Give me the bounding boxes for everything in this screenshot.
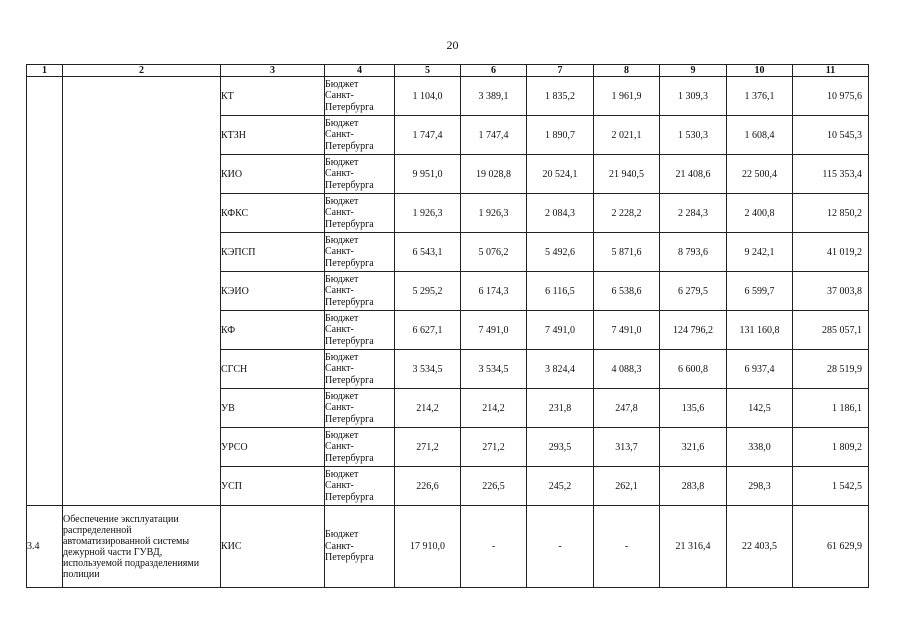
value-cell: 271,2 bbox=[395, 428, 461, 467]
funding-source-cell: Бюджет Санкт- Петербурга bbox=[325, 467, 395, 506]
total-cell: 1 809,2 bbox=[793, 428, 869, 467]
organization-cell: КЭПСП bbox=[221, 233, 325, 272]
item-description-cell bbox=[63, 77, 221, 506]
value-cell: 245,2 bbox=[527, 467, 594, 506]
value-cell: 6 116,5 bbox=[527, 272, 594, 311]
value-cell: 1 926,3 bbox=[395, 194, 461, 233]
funding-source-cell: Бюджет Санкт- Петербурга bbox=[325, 77, 395, 116]
funding-source-cell: Бюджет Санкт- Петербурга bbox=[325, 311, 395, 350]
value-cell: 17 910,0 bbox=[395, 506, 461, 588]
value-cell: 20 524,1 bbox=[527, 155, 594, 194]
column-header: 3 bbox=[221, 65, 325, 77]
value-cell: 6 543,1 bbox=[395, 233, 461, 272]
value-cell: 1 530,3 bbox=[660, 116, 727, 155]
value-cell: 124 796,2 bbox=[660, 311, 727, 350]
value-cell: 135,6 bbox=[660, 389, 727, 428]
value-cell: 2 400,8 bbox=[727, 194, 793, 233]
funding-source-cell: Бюджет Санкт- Петербурга bbox=[325, 506, 395, 588]
organization-cell: КИС bbox=[221, 506, 325, 588]
value-cell: 22 500,4 bbox=[727, 155, 793, 194]
value-cell: 21 940,5 bbox=[594, 155, 660, 194]
funding-source-cell: Бюджет Санкт- Петербурга bbox=[325, 233, 395, 272]
total-cell: 10 975,6 bbox=[793, 77, 869, 116]
value-cell: 4 088,3 bbox=[594, 350, 660, 389]
value-cell: 283,8 bbox=[660, 467, 727, 506]
value-cell: 6 937,4 bbox=[727, 350, 793, 389]
value-cell: 1 835,2 bbox=[527, 77, 594, 116]
value-cell: 1 608,4 bbox=[727, 116, 793, 155]
organization-cell: КФКС bbox=[221, 194, 325, 233]
header-row bbox=[27, 65, 869, 77]
value-cell: 2 228,2 bbox=[594, 194, 660, 233]
funding-source-cell: Бюджет Санкт- Петербурга bbox=[325, 428, 395, 467]
value-cell: 214,2 bbox=[395, 389, 461, 428]
value-cell: 271,2 bbox=[461, 428, 527, 467]
value-cell: 22 403,5 bbox=[727, 506, 793, 588]
value-cell: 19 028,8 bbox=[461, 155, 527, 194]
total-cell: 10 545,3 bbox=[793, 116, 869, 155]
value-cell: 1 926,3 bbox=[461, 194, 527, 233]
value-cell: 6 174,3 bbox=[461, 272, 527, 311]
organization-cell: УРСО bbox=[221, 428, 325, 467]
value-cell: 6 538,6 bbox=[594, 272, 660, 311]
value-cell: 1 376,1 bbox=[727, 77, 793, 116]
value-cell: 21 408,6 bbox=[660, 155, 727, 194]
value-cell: 3 824,4 bbox=[527, 350, 594, 389]
funding-source-cell: Бюджет Санкт- Петербурга bbox=[325, 272, 395, 311]
value-cell: 7 491,0 bbox=[527, 311, 594, 350]
column-header: 4 bbox=[325, 65, 395, 77]
value-cell: 3 389,1 bbox=[461, 77, 527, 116]
value-cell: 231,8 bbox=[527, 389, 594, 428]
organization-cell: УВ bbox=[221, 389, 325, 428]
value-cell: 226,6 bbox=[395, 467, 461, 506]
value-cell: 7 491,0 bbox=[461, 311, 527, 350]
column-header: 1 bbox=[27, 65, 63, 77]
value-cell: 262,1 bbox=[594, 467, 660, 506]
value-cell: 9 242,1 bbox=[727, 233, 793, 272]
item-description-cell: Обеспечение эксплуатации распределенной автоматизированной системы дежурной части ГУВД, используемой подразделениями полиции bbox=[63, 506, 221, 588]
value-cell: - bbox=[461, 506, 527, 588]
organization-cell: КЭИО bbox=[221, 272, 325, 311]
column-header: 5 bbox=[395, 65, 461, 77]
column-header: 6 bbox=[461, 65, 527, 77]
value-cell: 5 295,2 bbox=[395, 272, 461, 311]
value-cell: 226,5 bbox=[461, 467, 527, 506]
total-cell: 12 850,2 bbox=[793, 194, 869, 233]
item-number-cell: 3.4 bbox=[27, 506, 63, 588]
total-cell: 37 003,8 bbox=[793, 272, 869, 311]
value-cell: 214,2 bbox=[461, 389, 527, 428]
organization-cell: КИО bbox=[221, 155, 325, 194]
funding-source-cell: Бюджет Санкт- Петербурга bbox=[325, 389, 395, 428]
item-number-cell bbox=[27, 77, 63, 506]
value-cell: 21 316,4 bbox=[660, 506, 727, 588]
organization-cell: КТ bbox=[221, 77, 325, 116]
table-row bbox=[27, 77, 869, 116]
value-cell: 9 951,0 bbox=[395, 155, 461, 194]
column-header: 10 bbox=[727, 65, 793, 77]
value-cell: 5 492,6 bbox=[527, 233, 594, 272]
value-cell: 313,7 bbox=[594, 428, 660, 467]
value-cell: 2 084,3 bbox=[527, 194, 594, 233]
value-cell: 1 104,0 bbox=[395, 77, 461, 116]
total-cell: 61 629,9 bbox=[793, 506, 869, 588]
value-cell: 7 491,0 bbox=[594, 311, 660, 350]
organization-cell: УСП bbox=[221, 467, 325, 506]
table-row bbox=[27, 506, 869, 588]
funding-source-cell: Бюджет Санкт- Петербурга bbox=[325, 116, 395, 155]
value-cell: 6 279,5 bbox=[660, 272, 727, 311]
value-cell: 338,0 bbox=[727, 428, 793, 467]
funding-source-cell: Бюджет Санкт- Петербурга bbox=[325, 155, 395, 194]
column-header: 11 bbox=[793, 65, 869, 77]
value-cell: 131 160,8 bbox=[727, 311, 793, 350]
value-cell: 298,3 bbox=[727, 467, 793, 506]
value-cell: 6 627,1 bbox=[395, 311, 461, 350]
value-cell: 2 284,3 bbox=[660, 194, 727, 233]
page-number: 20 bbox=[446, 38, 459, 52]
value-cell: 8 793,6 bbox=[660, 233, 727, 272]
value-cell: - bbox=[594, 506, 660, 588]
total-cell: 115 353,4 bbox=[793, 155, 869, 194]
value-cell: 247,8 bbox=[594, 389, 660, 428]
column-header: 7 bbox=[527, 65, 594, 77]
organization-cell: СГСН bbox=[221, 350, 325, 389]
total-cell: 285 057,1 bbox=[793, 311, 869, 350]
value-cell: 5 871,6 bbox=[594, 233, 660, 272]
value-cell: 3 534,5 bbox=[461, 350, 527, 389]
column-header: 2 bbox=[63, 65, 221, 77]
value-cell: 6 600,8 bbox=[660, 350, 727, 389]
value-cell: 1 961,9 bbox=[594, 77, 660, 116]
value-cell: 1 747,4 bbox=[461, 116, 527, 155]
column-header: 8 bbox=[594, 65, 660, 77]
organization-cell: КТЗН bbox=[221, 116, 325, 155]
value-cell: 293,5 bbox=[527, 428, 594, 467]
value-cell: 5 076,2 bbox=[461, 233, 527, 272]
funding-source-cell: Бюджет Санкт- Петербурга bbox=[325, 350, 395, 389]
value-cell: 1 309,3 bbox=[660, 77, 727, 116]
value-cell: 1 890,7 bbox=[527, 116, 594, 155]
value-cell: 142,5 bbox=[727, 389, 793, 428]
total-cell: 28 519,9 bbox=[793, 350, 869, 389]
value-cell: 321,6 bbox=[660, 428, 727, 467]
value-cell: - bbox=[527, 506, 594, 588]
column-header: 9 bbox=[660, 65, 727, 77]
total-cell: 41 019,2 bbox=[793, 233, 869, 272]
budget-table bbox=[26, 64, 869, 588]
value-cell: 1 747,4 bbox=[395, 116, 461, 155]
value-cell: 6 599,7 bbox=[727, 272, 793, 311]
value-cell: 2 021,1 bbox=[594, 116, 660, 155]
total-cell: 1 186,1 bbox=[793, 389, 869, 428]
total-cell: 1 542,5 bbox=[793, 467, 869, 506]
value-cell: 3 534,5 bbox=[395, 350, 461, 389]
funding-source-cell: Бюджет Санкт- Петербурга bbox=[325, 194, 395, 233]
organization-cell: КФ bbox=[221, 311, 325, 350]
